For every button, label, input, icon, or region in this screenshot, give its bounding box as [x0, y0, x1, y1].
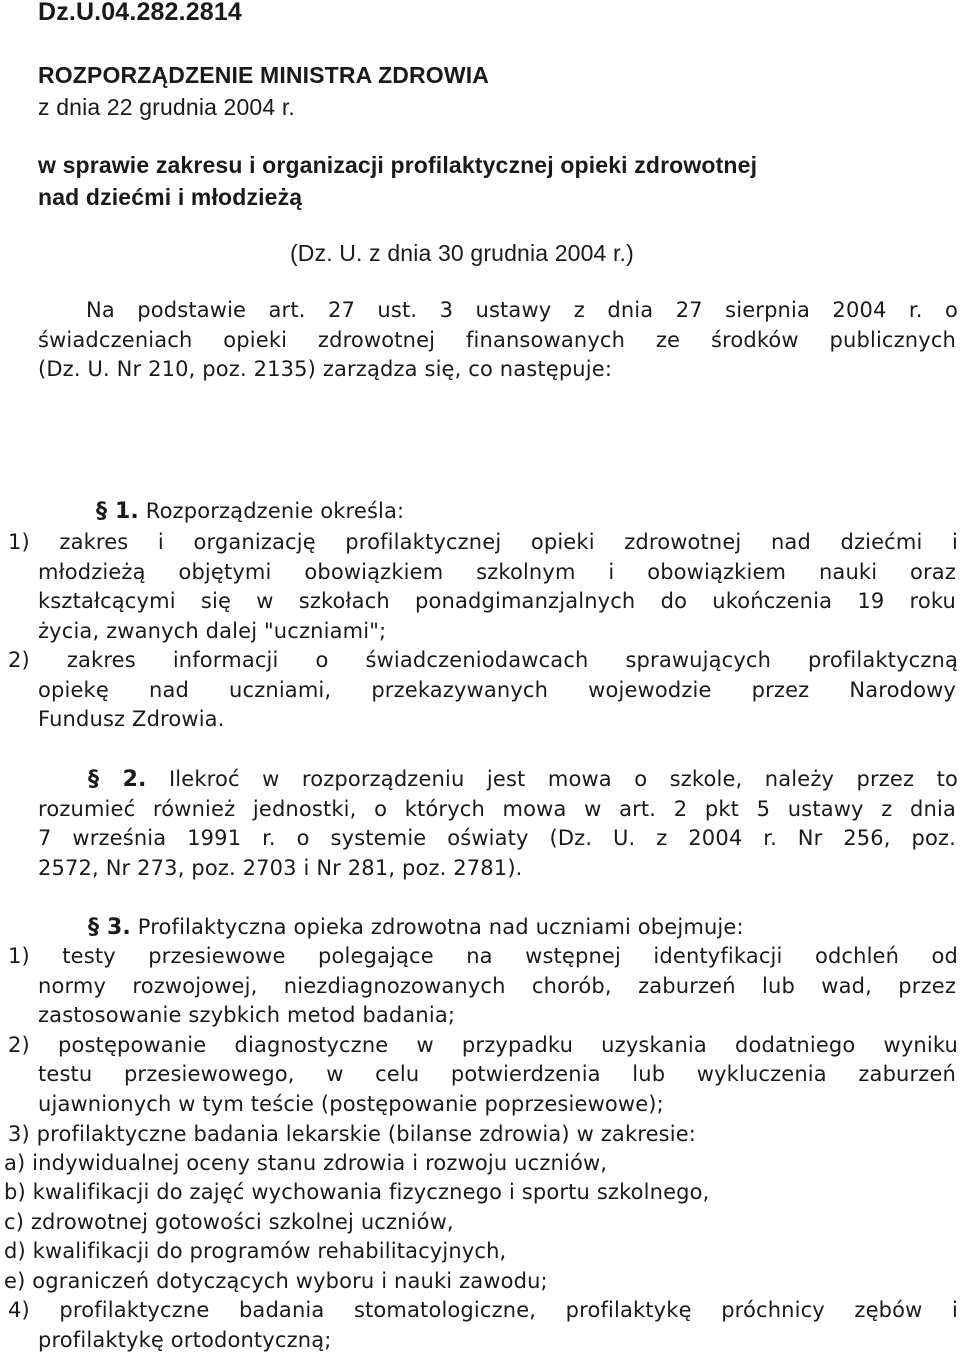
section-line: 2) postępowanie diagnostyczne w przypadku uzyskania dodatniego wyniku [8, 1033, 958, 1057]
section-mark: § 2. [88, 767, 147, 792]
section-lead: Ilekroć w rozporządzeniu jest mowa o szkole, należy przez to [168, 767, 958, 791]
section-line: zastosowanie szybkich metod badania; [38, 1003, 456, 1027]
section-line: Fundusz Zdrowia. [38, 707, 225, 731]
section-mark: § 3. [88, 915, 131, 940]
section-line: 7 września 1991 r. o systemie oświaty (Dz. U. z 2004 r. Nr 256, poz. [38, 826, 956, 850]
section-line: 4) profilaktyczne badania stomatologiczne, profilaktykę próchnicy zębów i [8, 1298, 958, 1322]
section-line: życia, zwanych dalej "uczniami"; [38, 619, 387, 643]
preamble-line: (Dz. U. Nr 210, poz. 2135) zarządza się, co następuje: [38, 357, 613, 381]
section-line: rozumieć również jednostki, o których mowa w art. 2 pkt 5 ustawy z dnia [38, 797, 956, 821]
section-line: normy rozwojowej, niezdiagnozowanych chorób, zaburzeń lub wad, przez [38, 974, 956, 998]
section-lead: Rozporządzenie określa: [145, 499, 405, 523]
section-line: e) ograniczeń dotyczących wyboru i nauki zawodu; [4, 1269, 548, 1293]
section-line: 2) zakres informacji o świadczeniodawcach sprawujących profilaktyczną [8, 648, 958, 672]
section-line: c) zdrowotnej gotowości szkolnej uczniów, [4, 1210, 454, 1234]
section-line: profilaktykę ortodontyczną; [38, 1328, 332, 1352]
section-line: 1) testy przesiewowe polegające na wstępnej identyfikacji odchleń od [8, 944, 958, 968]
section-mark: § 1. [96, 499, 139, 524]
publication-note: (Dz. U. z dnia 30 grudnia 2004 r.) [290, 240, 634, 266]
document-id: Dz.U.04.282.2814 [38, 0, 242, 26]
section-line: opiekę nad uczniami, przekazywanych wojewodzie przez Narodowy [38, 678, 956, 702]
section-lead: Profilaktyczna opieka zdrowotna nad uczniami obejmuje: [137, 915, 744, 939]
document-subject-line-2: nad dziećmi i młodzieżą [38, 184, 303, 210]
preamble-line: świadczeniach opieki zdrowotnej finansowanych ze środków publicznych [38, 328, 956, 352]
section-line: młodzieżą objętymi obowiązkiem szkolnym i obowiązkiem nauki oraz [38, 560, 956, 584]
document-title: ROZPORZĄDZENIE MINISTRA ZDROWIA [38, 62, 489, 88]
section-line: 1) zakres i organizację profilaktycznej opieki zdrowotnej nad dziećmi i [8, 530, 958, 554]
preamble-line: Na podstawie art. 27 ust. 3 ustawy z dnia 27 sierpnia 2004 r. o [86, 298, 958, 322]
section-line: kształcącymi się w szkołach ponadgimanzjalnych do ukończenia 19 roku [38, 589, 956, 613]
section-line: ujawnionych w tym teście (postępowanie poprzesiewowe); [38, 1092, 664, 1116]
document-date: z dnia 22 grudnia 2004 r. [38, 94, 295, 120]
section-2-heading [88, 765, 958, 795]
section-line: a) indywidualnej oceny stanu zdrowia i rozwoju uczniów, [4, 1151, 608, 1175]
document-subject-line-1: w sprawie zakresu i organizacji profilaktycznej opieki zdrowotnej [38, 152, 758, 178]
section-line: d) kwalifikacji do programów rehabilitacyjnych, [4, 1239, 507, 1263]
section-line: 2572, Nr 273, poz. 2703 i Nr 281, poz. 2781). [38, 856, 523, 880]
section-1-heading [96, 497, 960, 527]
section-line: b) kwalifikacji do zajęć wychowania fizycznego i sportu szkolnego, [4, 1180, 710, 1204]
section-line: testu przesiewowego, w celu potwierdzenia lub wykluczenia zaburzeń [38, 1062, 956, 1086]
section-line: 3) profilaktyczne badania lekarskie (bilanse zdrowia) w zakresie: [8, 1122, 697, 1146]
section-3-heading [88, 913, 960, 943]
